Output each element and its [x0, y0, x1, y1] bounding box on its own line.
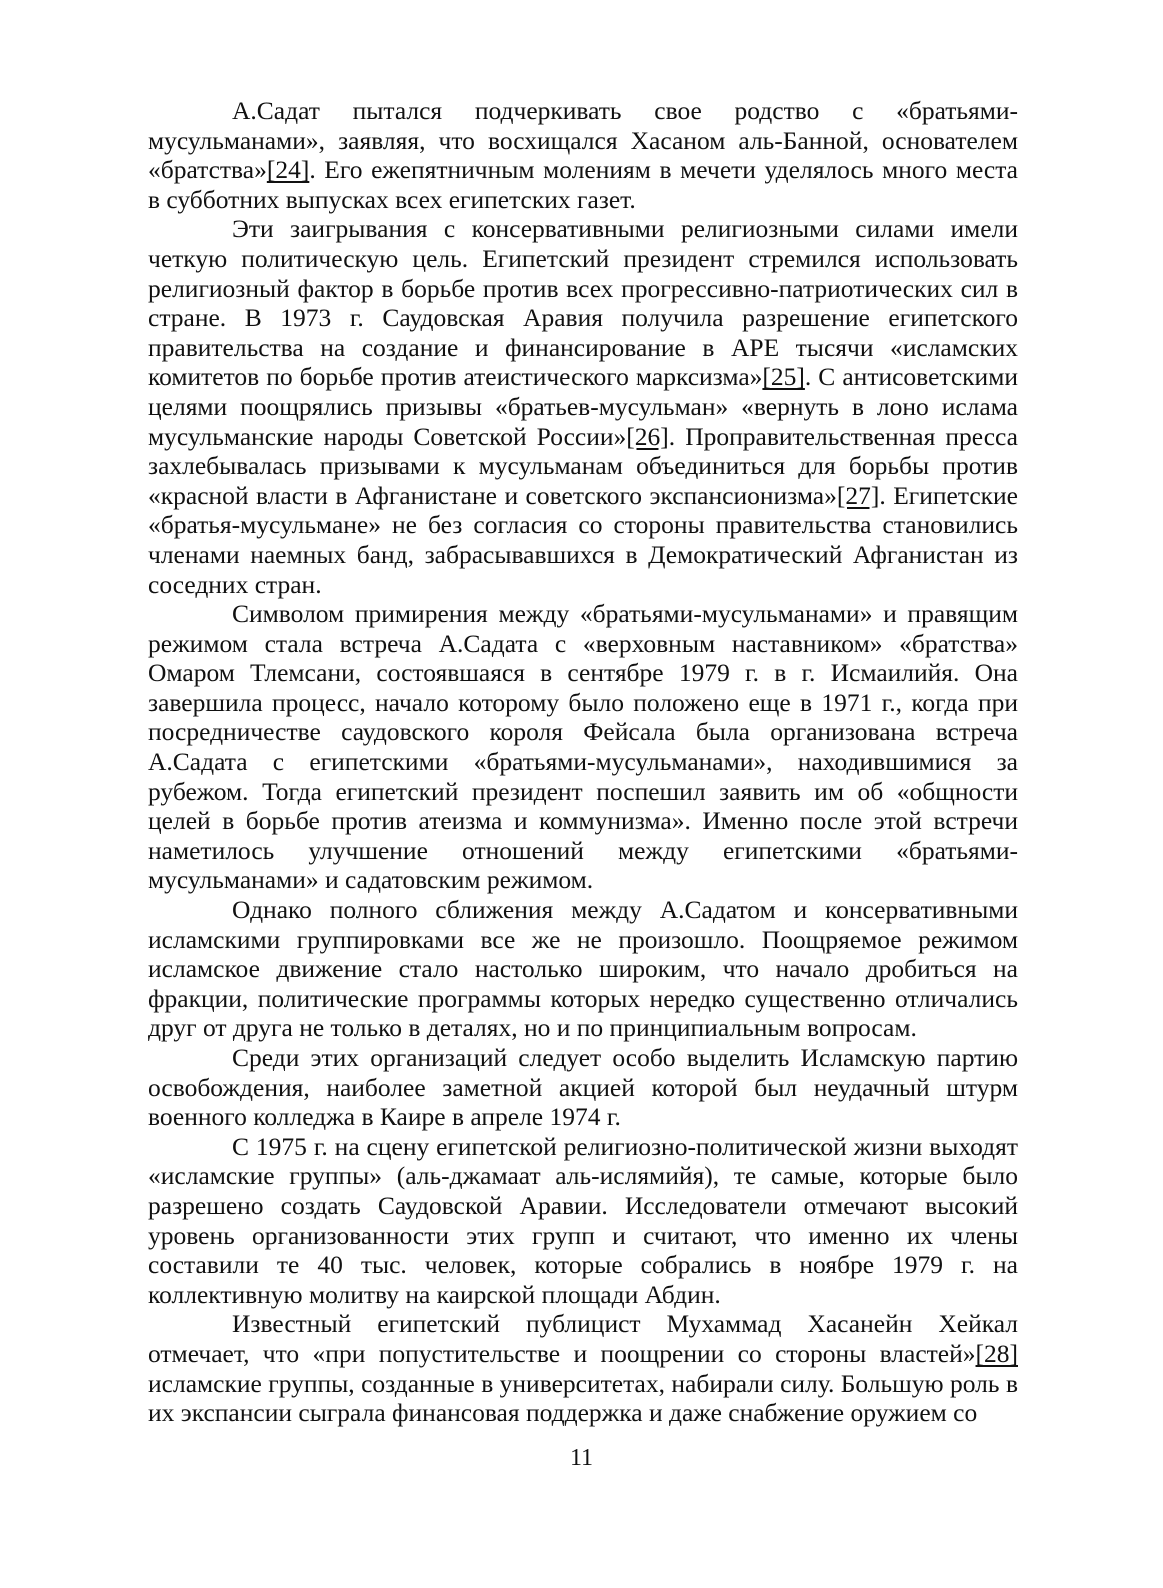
paragraph-7	[148, 1309, 1018, 1427]
footnote-link-25[interactable]: [25]	[762, 362, 805, 392]
page-number: 11	[569, 1445, 594, 1471]
paragraph-2-text-4: . Египетские «братья-мусульмане» не без согласия со стороны правительства становились членами наемных банд, забрасывавшихся в Демократический Афганистан из соседних стран.	[148, 480, 1018, 599]
paragraph-6-text: С 1975 г. на сцену египетской религиозно-политической жизни выходят «исламские группы» (аль-джамаат аль-ислямийя), те самые, которые было разрешено создать Саудовской Аравии. Исследователи отмечают высокий уровень организованности этих групп и считают, что именно их члены составили те 40 тыс. человек, которые собрались в ноябре 1979 г. на коллективную молитву на каирской площади Абдин.	[148, 1131, 1018, 1309]
paragraph-7-text-2: исламские группы, созданные в университетах, набирали силу. Большую роль в их экспансии сыграла финансовая поддержка и даже снабжение оружием со	[148, 1368, 1018, 1428]
footnote-link-24[interactable]: [24]	[266, 155, 310, 185]
footnote-link-28[interactable]: [28]	[975, 1338, 1018, 1368]
paragraph-2-text-1: Эти заигрывания с консервативными религиозными силами имели четкую политическую цель. Египетский президент стремился использовать религиозный фактор в борьбе против всех прогрессивно-патриотических сил в стране. В 1973 г. Саудовская Аравия получила разрешение египетского правительства на создание и финансирование в АРЕ тысячи «исламских комитетов по борьбе против атеистического марксизма»	[148, 214, 1018, 392]
footnote-link-26[interactable]: [26]	[626, 421, 669, 451]
paragraph-1	[148, 96, 1018, 214]
paragraph-1-text-1: А.Садат пытался подчеркивать свое родство с «братьями-мусульманами», заявляя, что восхищался Хасаном аль-Банной, основателем «братства»	[148, 96, 1018, 185]
paragraph-3	[148, 599, 1018, 895]
paragraph-4-text: Однако полного сближения между А.Садатом и консервативными исламскими группировками все же не произошло. Поощряемое режимом исламское движение стало настолько широким, что начало дробиться на фракции, политические программы которых нередко существенно отличались друг от друга не только в деталях, но и по принципиальным вопросам.	[148, 895, 1018, 1043]
paragraph-5-text: Среди этих организаций следует особо выделить Исламскую партию освобождения, наиболее заметной акцией которой был неудачный штурм военного колледжа в Каире в апреле 1974 г.	[148, 1043, 1018, 1132]
paragraph-4	[148, 895, 1018, 1043]
paragraph-2-text-2: . С антисоветскими целями поощрялись призывы «братьев-мусульман» «вернуть в лоно ислама мусульманские народы Советской России»	[148, 362, 1018, 451]
page-body	[148, 96, 1018, 1428]
footnote-link-27[interactable]: [27]	[836, 480, 880, 510]
paragraph-3-text: Символом примирения между «братьями-мусульманами» и правящим режимом стала встреча А.Садата с «верховным наставником» «братства» Омаром Тлемсани, состоявшаяся в сентябре 1979 г. в г. Исмаилийя. Она завершила процесс, начало которому было положено еще в 1971 г., когда при посредничестве саудовского короля Фейсала была организована встреча А.Садата с египетскими «братьями-мусульманами», находившимися за рубежом. Тогда египетский президент поспешил заявить им об «общности целей в борьбе против атеизма и коммунизма». Именно после этой встречи наметилось улучшение отношений между египетскими «братьями-мусульманами» и садатовским режимом.	[148, 599, 1018, 895]
paragraph-2	[148, 214, 1018, 599]
paragraph-1-text-2: . Его ежепятничным молениям в мечети уделялось много места в субботних выпусках всех египетских газет.	[148, 155, 1018, 214]
paragraph-7-text-1: Известный египетский публицист Мухаммад Хасанейн Хейкал отмечает, что «при попустительстве и поощрении со стороны властей»	[148, 1309, 1018, 1368]
paragraph-5	[148, 1043, 1018, 1132]
paragraph-2-text-3: . Проправительственная пресса захлебывалась призывами к мусульманам объединиться для борьбы против «красной власти в Афганистане и советского экспансионизма»	[148, 421, 1018, 510]
paragraph-6	[148, 1132, 1018, 1310]
